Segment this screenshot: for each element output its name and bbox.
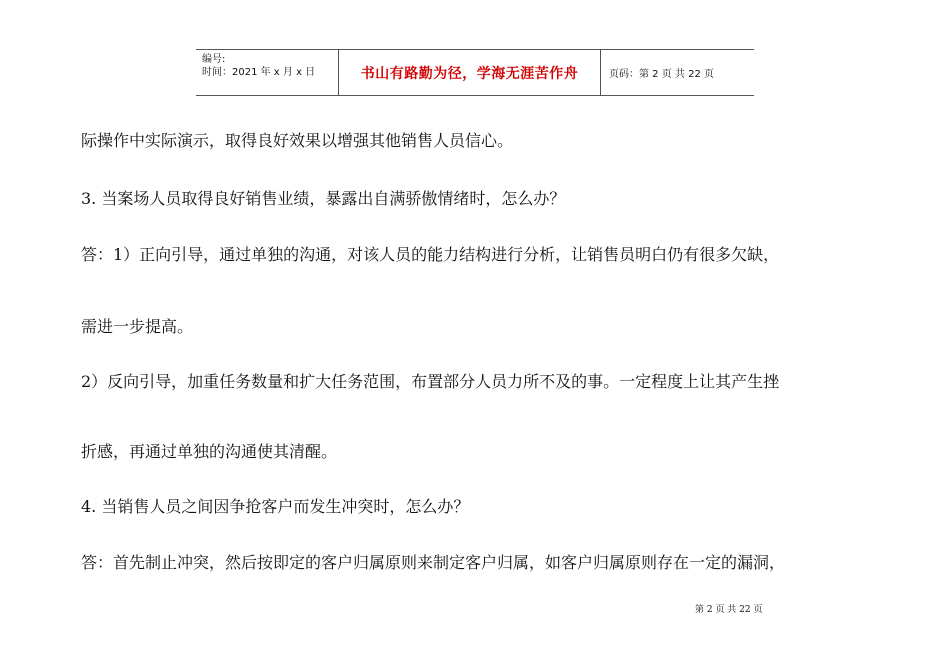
document-header — [196, 49, 754, 96]
answer-paragraph-line: 折感，再通过单独的沟通使其清醒。 — [81, 442, 338, 461]
answer-paragraph-line: 需进一步提高。 — [81, 317, 194, 336]
page-footer: 第 2 页 共 22 页 — [695, 605, 763, 615]
question-heading: 3. 当案场人员取得良好销售业绩，暴露出自满骄傲情绪时，怎么办？ — [81, 189, 566, 208]
answer-paragraph-line: 2）反向引导，加重任务数量和扩大任务范围，布置部分人员力所不及的事。一定程度上让其产生挫 — [81, 372, 780, 391]
header-page-cell — [601, 50, 754, 95]
body-paragraph-line: 际操作中实际演示，取得良好效果以增强其他销售人员信心。 — [81, 131, 514, 150]
document-number-label: 编号: — [202, 54, 226, 65]
header-motto-cell — [339, 50, 601, 95]
header-meta-cell — [196, 50, 339, 95]
question-heading: 4. 当销售人员之间因争抢客户而发生冲突时，怎么办？ — [81, 497, 470, 516]
answer-paragraph-line: 答：1）正向引导，通过单独的沟通，对该人员的能力结构进行分析，让销售员明白仍有很多欠缺， — [81, 245, 780, 264]
answer-paragraph-line: 答：首先制止冲突，然后按即定的客户归属原则来制定客户归属，如客户归属原则存在一定的漏洞， — [81, 553, 786, 572]
header-page-code: 页码：第 2 页 共 22 页 — [609, 69, 714, 80]
header-motto: 书山有路勤为径，学海无涯苦作舟 — [360, 65, 579, 82]
document-date-label: 时间：2021 年 x 月 x 日 — [202, 67, 316, 78]
